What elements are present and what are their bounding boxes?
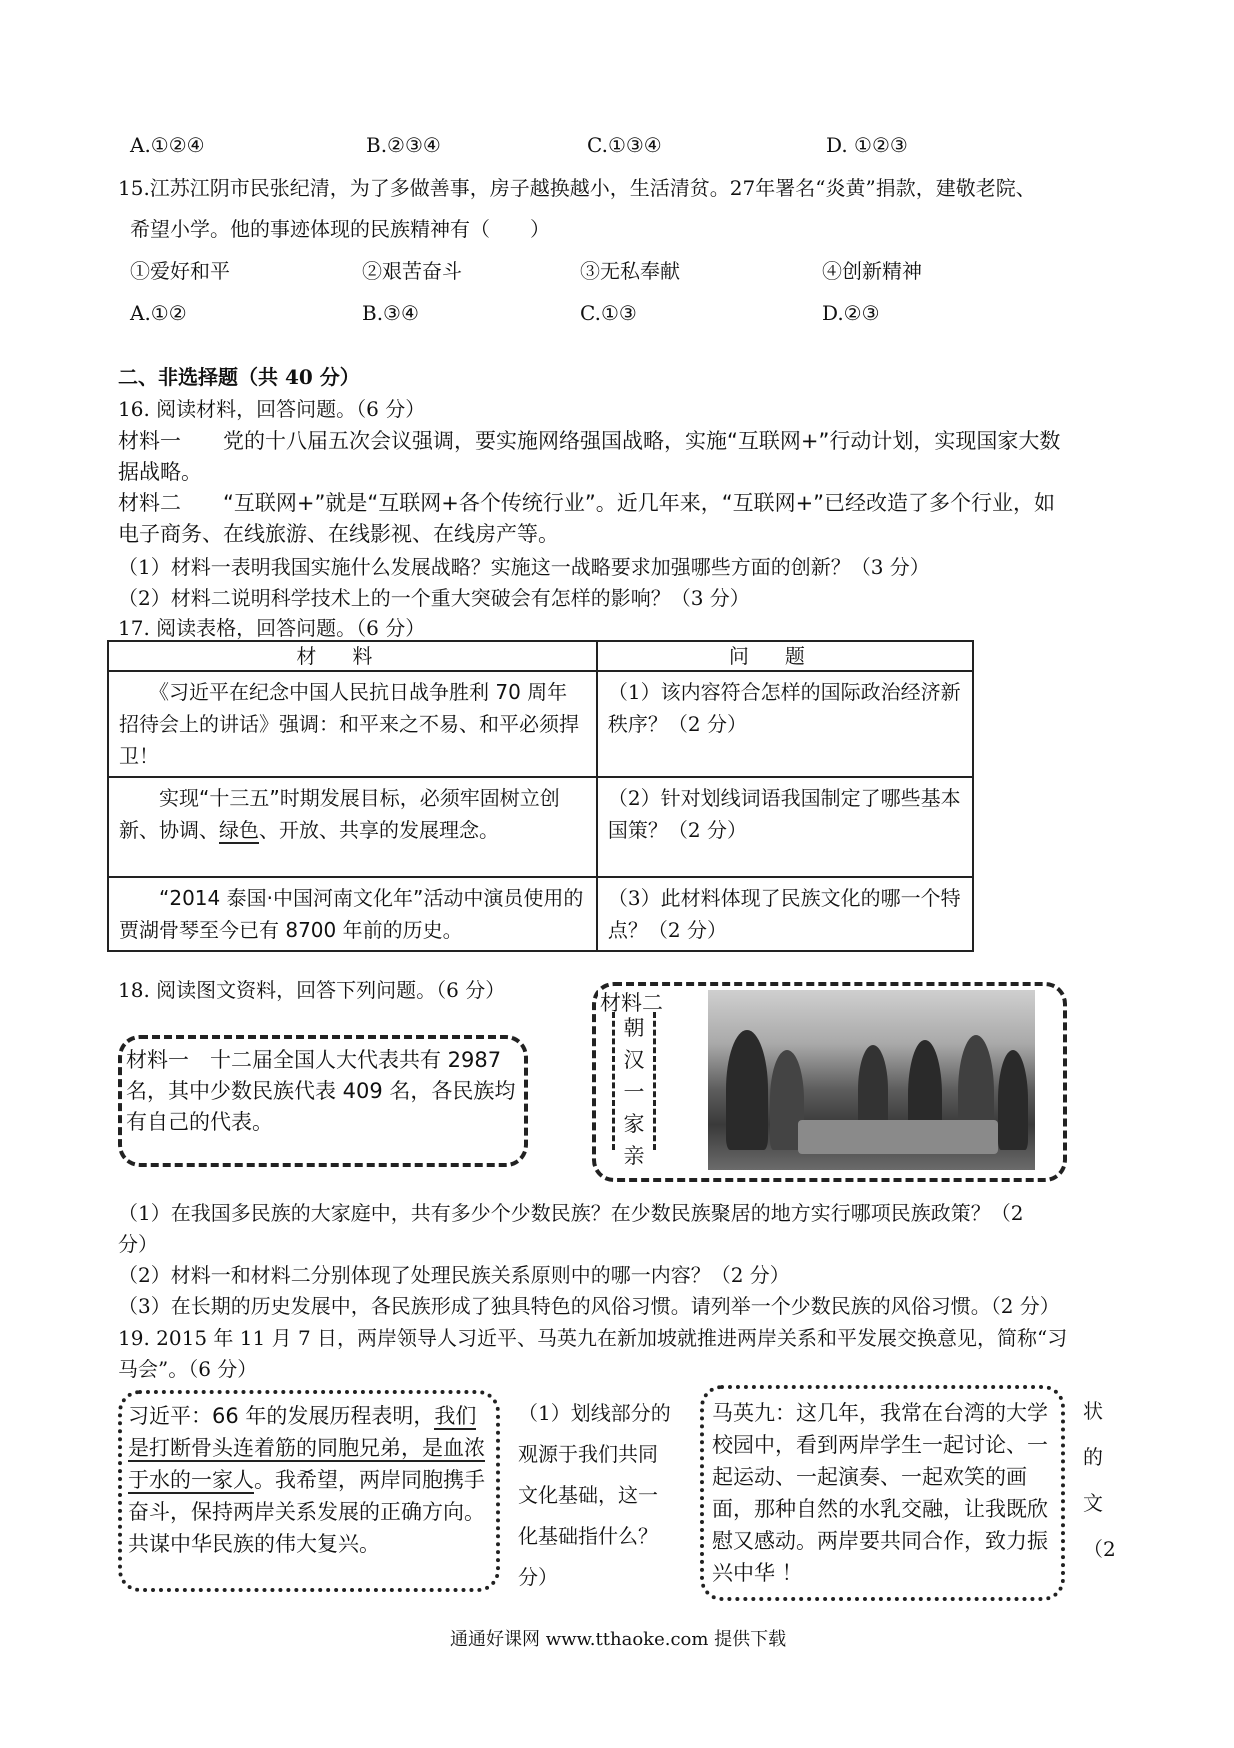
table-row	[108, 671, 973, 777]
q19-right-line1: 状	[1083, 1399, 1103, 1423]
slogan-char: 汉	[623, 1048, 645, 1072]
xi-underlined: 于水的一家人	[128, 1468, 254, 1492]
q15-stem-line2: 希望小学。他的事迹体现的民族精神有（ ）	[130, 217, 550, 241]
table-header-material: 材料	[108, 641, 597, 671]
row1-material: 《习近平在纪念中国人民抗日战争胜利 70 周年招待会上的讲话》强调：和平来之不易、和平必须捍卫！	[108, 671, 597, 777]
section2-title: 二、非选择题（共 40 分）	[118, 365, 360, 389]
q19-mid-line3: 文化基础，这一	[518, 1483, 658, 1507]
q14-option-a: A.①②④	[130, 133, 205, 157]
q19-ma-quote: 马英九：这几年，我常在台湾的大学校园中，看到两岸学生一起讨论、一起运动、一起演奏、一起欢笑的画面，那种自然的水乳交融，让我既欣慰又感动。两岸要共同合作，致力振兴中华 ！	[712, 1401, 1048, 1585]
q19-mid-line5: 分）	[518, 1565, 558, 1589]
q16-material2-line1: 材料二 “互联网+”就是“互联网+各个传统行业”。近几年来，“互联网+”已经改造了多个行业，如	[118, 491, 1056, 515]
q18-question1-line2: 分）	[118, 1232, 158, 1256]
q19-stem-line1: 19. 2015 年 11 月 7 日，两岸领导人习近平、马英九在新加坡就推进两岸关系和平发展交换意见，简称“习	[118, 1326, 1068, 1350]
row2-material	[108, 777, 597, 877]
table-row	[108, 877, 973, 951]
underlined-term: 绿色	[219, 818, 259, 842]
q15-option-a: A.①②	[130, 301, 187, 325]
q14-option-c: C.①③④	[587, 133, 662, 157]
q18-question2: （2）材料一和材料二分别体现了处理民族关系原则中的哪一内容？（2 分）	[118, 1263, 790, 1287]
row2-material-text: 实现“十三五”时期发展目标，必须牢固树立创新、协调、	[119, 786, 560, 842]
q18-material2-label: 材料二	[598, 990, 665, 1017]
q15-item-3: ③无私奉献	[580, 259, 680, 283]
q16-material1-line2: 据战略。	[118, 460, 202, 484]
q19-mid-line4: 化基础指什么？	[518, 1524, 658, 1548]
q18-question1-line1: （1）在我国多民族的大家庭中，共有多少个少数民族？在少数民族聚居的地方实行哪项民族政策？（2	[118, 1201, 1024, 1225]
q19-ma-quote-box	[700, 1385, 1065, 1601]
q15-stem-line1: 15.江苏江阴市民张纪清，为了多做善事，房子越换越小，生活清贫。27年署名“炎黄”捐款，建敬老院、	[118, 176, 1036, 200]
slogan-char: 家	[623, 1112, 645, 1136]
q15-option-c: C.①③	[580, 301, 637, 325]
xi-underlined: 我们	[434, 1404, 477, 1428]
q19-mid-line1: （1）划线部分的	[518, 1401, 671, 1425]
row3-material: “2014 泰国·中国河南文化年”活动中演员使用的贾湖骨琴至今已有 8700 年前的历史。	[108, 877, 597, 951]
table-row	[108, 777, 973, 877]
q16-question2: （2）材料二说明科学技术上的一个重大突破会有怎样的影响？（3 分）	[118, 586, 750, 610]
xi-underlined: 是打断骨头连着筋的同胞兄弟，是血浓	[128, 1436, 485, 1460]
row2-question: （2）针对划线词语我国制定了哪些基本国策？（2 分）	[597, 777, 973, 877]
slogan-char: 一	[623, 1080, 645, 1104]
slogan-char: 朝	[623, 1016, 645, 1040]
q15-item-2: ②艰苦奋斗	[362, 259, 462, 283]
footer-credit: 通通好课网 www.tthaoke.com 提供下载	[450, 1629, 787, 1650]
q17-table	[107, 640, 974, 952]
q19-right-line4: （2	[1083, 1537, 1116, 1561]
q18-question3: （3）在长期的历史发展中，各民族形成了独具特色的风俗习惯。请列举一个少数民族的风俗习惯。（2 分）	[118, 1294, 1060, 1318]
q15-item-1: ①爱好和平	[130, 259, 230, 283]
q15-option-b: B.③④	[362, 301, 419, 325]
slogan-char: 亲	[623, 1144, 645, 1168]
q18-material1-text: 材料一 十二届全国人大代表共有 2987 名，其中少数民族代表 409 名，各民族均有自己的代表。	[126, 1048, 516, 1134]
q19-right-line3: 文	[1083, 1491, 1103, 1515]
q15-item-4: ④创新精神	[822, 259, 922, 283]
q16-material2-line2: 电子商务、在线旅游、在线影视、在线房产等。	[118, 522, 559, 546]
q18-title: 18. 阅读图文资料，回答下列问题。（6 分）	[118, 978, 506, 1002]
q18-vertical-slogan	[612, 1012, 656, 1168]
q19-right-line2: 的	[1083, 1445, 1103, 1469]
q16-question1: （1）材料一表明我国实施什么发展战略？实施这一战略要求加强哪些方面的创新？（3 分）	[118, 555, 930, 579]
q19-mid-line2: 观源于我们共同	[518, 1442, 658, 1466]
xi-text: 习近平：66 年的发展历程表明，	[128, 1404, 435, 1428]
q15-option-d: D.②③	[822, 301, 880, 325]
q16-material1-line1: 材料一 党的十八届五次会议强调，要实施网络强国战略，实施“互联网+”行动计划，实现国家大数	[118, 429, 1061, 453]
q19-stem-line2: 马会”。（6 分）	[118, 1357, 258, 1381]
q19-xi-quote-box	[118, 1390, 500, 1592]
q18-photo	[708, 990, 1035, 1170]
table-header-question: 问题	[597, 641, 973, 671]
q14-option-b: B.②③④	[366, 133, 441, 157]
q19-xi-quote	[128, 1400, 490, 1560]
q16-title: 16. 阅读材料，回答问题。（6 分）	[118, 397, 426, 421]
row2-material-text-end: 、开放、共享的发展理念。	[259, 818, 499, 842]
q18-material1-box	[118, 1035, 528, 1167]
row3-question: （3）此材料体现了民族文化的哪一个特点？（2 分）	[597, 877, 973, 951]
xi-text-end: 。我希望，两岸同胞携手奋斗，保持两岸关系发展的正确方向。共谋中华民族的伟大复兴。	[128, 1468, 485, 1556]
q17-title: 17. 阅读表格，回答问题。（6 分）	[118, 616, 426, 640]
q14-option-d: D. ①②③	[826, 133, 908, 157]
row1-question: （1）该内容符合怎样的国际政治经济新秩序？（2 分）	[597, 671, 973, 777]
